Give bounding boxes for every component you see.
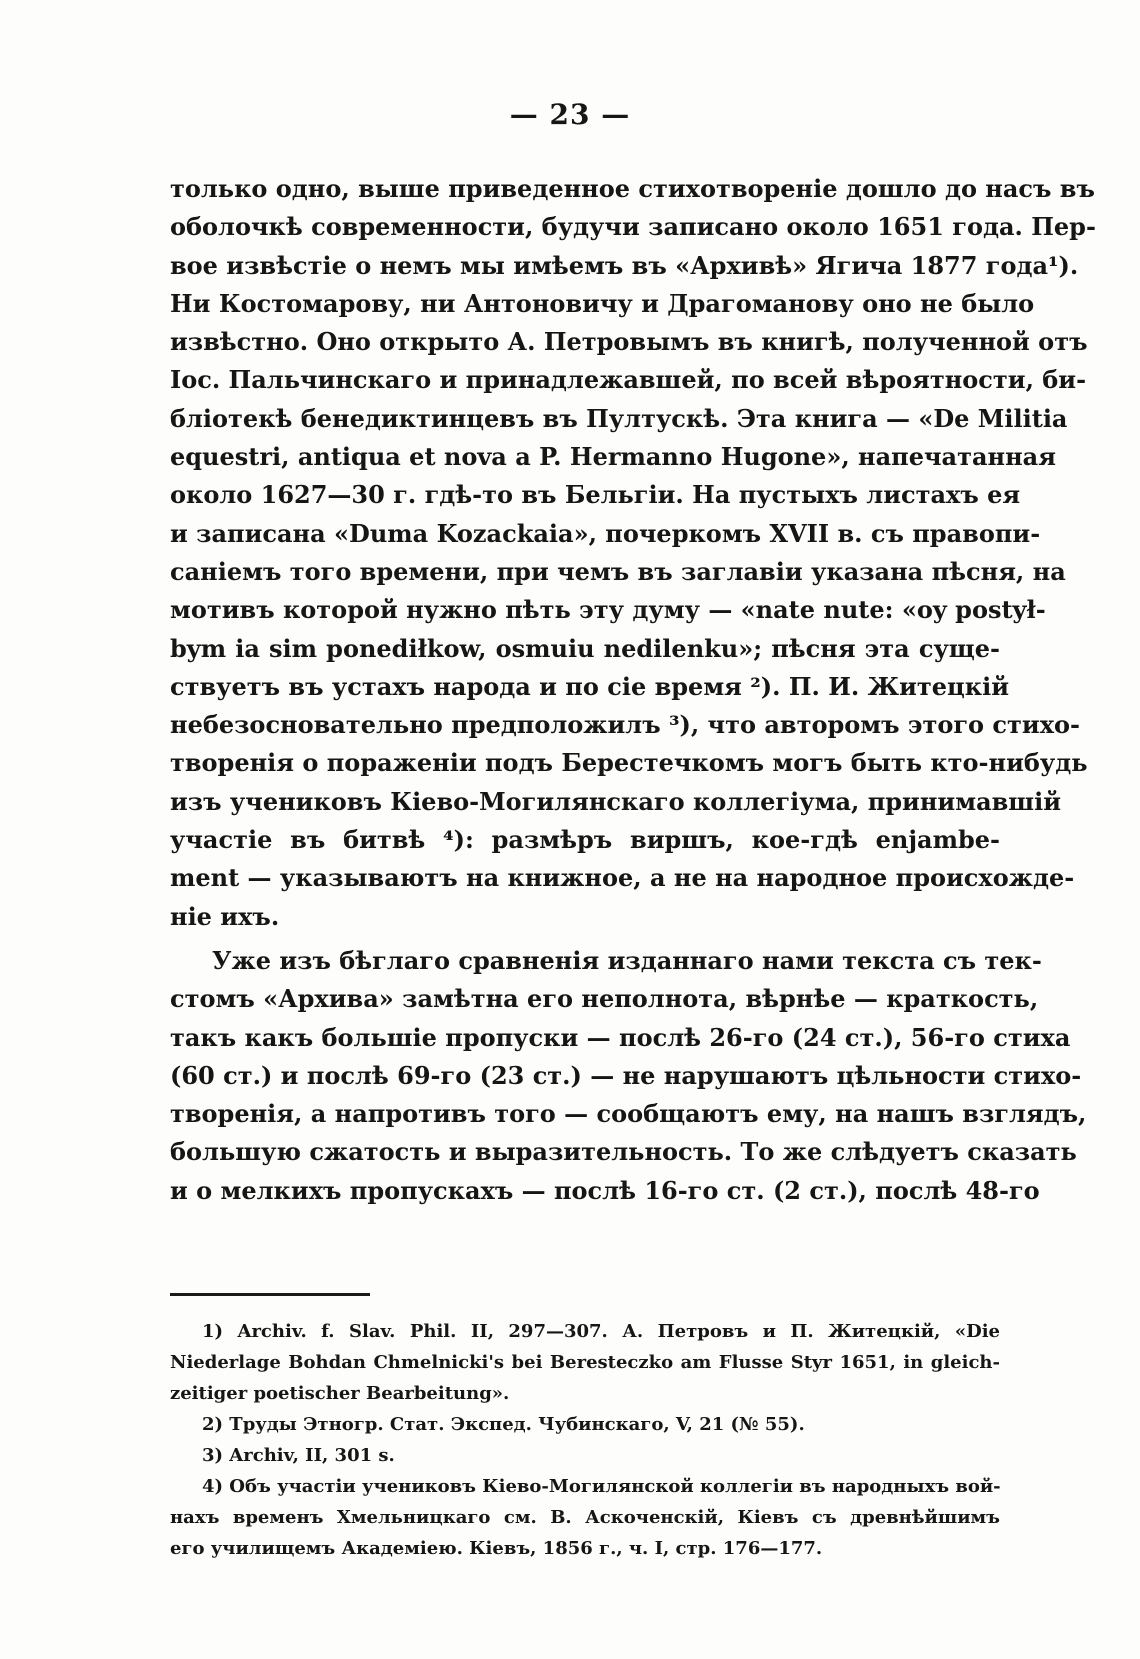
paragraph-2 xyxy=(170,942,1087,1210)
footnotes xyxy=(170,1316,1000,1564)
footnote-line: его училищемъ Академіею. Кіевъ, 1856 г., ч. I, стр. 176—177. xyxy=(170,1538,823,1559)
footnote-2 xyxy=(170,1409,1000,1440)
text-line: небезосновательно предположилъ ³), что авторомъ этого стихо- xyxy=(170,710,1080,740)
text-line: участіе въ битвѣ ⁴): размѣръ виршъ, кое-гдѣ enjambe- xyxy=(170,825,1000,855)
footnote-line: 2) Труды Этногр. Стат. Экспед. Чубинскаго, V, 21 (№ 55). xyxy=(202,1414,805,1435)
footnote-line: zeitiger poetischer Bearbeitung». xyxy=(170,1383,510,1404)
text-line: оболочкѣ современности, будучи записано около 1651 года. Пер- xyxy=(170,212,1096,242)
text-line: мотивъ которой нужно пѣть эту думу — «nate nute: «oy postył- xyxy=(170,595,1046,625)
footnote-line: Niederlage Bohdan Chmelnicki's bei Beresteczko am Flusse Styr 1651, in gleich- xyxy=(170,1352,1000,1373)
text-line: творенія, а напротивъ того — сообщаютъ ему, на нашъ взглядъ, xyxy=(170,1099,1087,1129)
page-number: — 23 — xyxy=(509,98,631,131)
text-line: и записана «Duma Kozackaia», почеркомъ XVII в. съ правопи- xyxy=(170,518,1041,548)
footnote-line: 1) Archiv. f. Slav. Phil. II, 297—307. А. Петровъ и П. Житецкій, «Die xyxy=(202,1321,1000,1342)
text-line: ствуетъ въ устахъ народа и по сіе время ²). П. И. Житецкій xyxy=(170,671,1010,701)
footnote-3 xyxy=(170,1440,1000,1471)
text-line: (60 ст.) и послѣ 69-го (23 ст.) — не нарушаютъ цѣльности стихо- xyxy=(170,1060,1082,1090)
text-line: вое извѣстіе о немъ мы имѣемъ въ «Архивѣ» Ягича 1877 года¹). xyxy=(170,250,1079,280)
text-line: equestri, antiqua et nova a P. Hermanno Hugone», напечатанная xyxy=(170,442,1056,472)
text-line: изъ учениковъ Кіево-Могилянскаго коллегіума, принимавшій xyxy=(170,786,1062,816)
text-line: извѣстно. Оно открыто А. Петровымъ въ книгѣ, полученной отъ xyxy=(170,327,1088,357)
footnote-divider xyxy=(170,1293,370,1296)
footnote-4 xyxy=(170,1471,1000,1564)
footnote-line: 4) Объ участіи учениковъ Кіево-Могилянской коллегіи въ народныхъ вой- xyxy=(202,1476,1001,1497)
text-line: бліотекѣ бенедиктинцевъ въ Пултускѣ. Эта книга — «De Militia xyxy=(170,403,1068,433)
text-line: около 1627—30 г. гдѣ-то въ Бельгіи. На пустыхъ листахъ ея xyxy=(170,480,1021,510)
body-text xyxy=(170,170,1096,1210)
text-line: и о мелкихъ пропускахъ — послѣ 16-го ст. (2 ст.), послѣ 48-го xyxy=(170,1175,1040,1205)
text-line: стомъ «Архива» замѣтна его неполнота, вѣрнѣе — краткость, xyxy=(170,984,1039,1014)
text-line: ніе ихъ. xyxy=(170,901,280,931)
paragraph-1 xyxy=(170,170,1096,936)
footnote-line: 3) Archiv, II, 301 s. xyxy=(202,1445,395,1466)
text-line: Уже изъ бѣглаго сравненія изданнаго нами текста съ тек- xyxy=(212,945,1042,975)
footnote-1 xyxy=(170,1316,1000,1409)
text-line: ment — указываютъ на книжное, а не на народное происхожде- xyxy=(170,863,1075,893)
footnote-line: нахъ временъ Хмельницкаго см. В. Аскоченскій, Кіевъ съ древнѣйшимъ xyxy=(170,1507,1000,1528)
text-line: Ни Костомарову, ни Антоновичу и Драгоманову оно не было xyxy=(170,288,1035,318)
text-line: большую сжатость и выразительность. То же слѣдуетъ сказать xyxy=(170,1137,1077,1167)
text-line: bym ia sim ponediłkow, osmuiu nedilenku»; пѣсня эта суще- xyxy=(170,633,1000,663)
text-line: такъ какъ большіе пропуски — послѣ 26-го (24 ст.), 56-го стиха xyxy=(170,1022,1071,1052)
text-line: Іос. Пальчинскаго и принадлежавшей, по всей вѣроятности, би- xyxy=(170,365,1087,395)
text-line: только одно, выше приведенное стихотвореніе дошло до насъ въ xyxy=(170,174,1095,203)
text-line: саніемъ того времени, при чемъ въ заглавіи указана пѣсня, на xyxy=(170,556,1066,586)
text-line: творенія о пораженіи подъ Берестечкомъ могъ быть кто-нибудь xyxy=(170,748,1088,778)
